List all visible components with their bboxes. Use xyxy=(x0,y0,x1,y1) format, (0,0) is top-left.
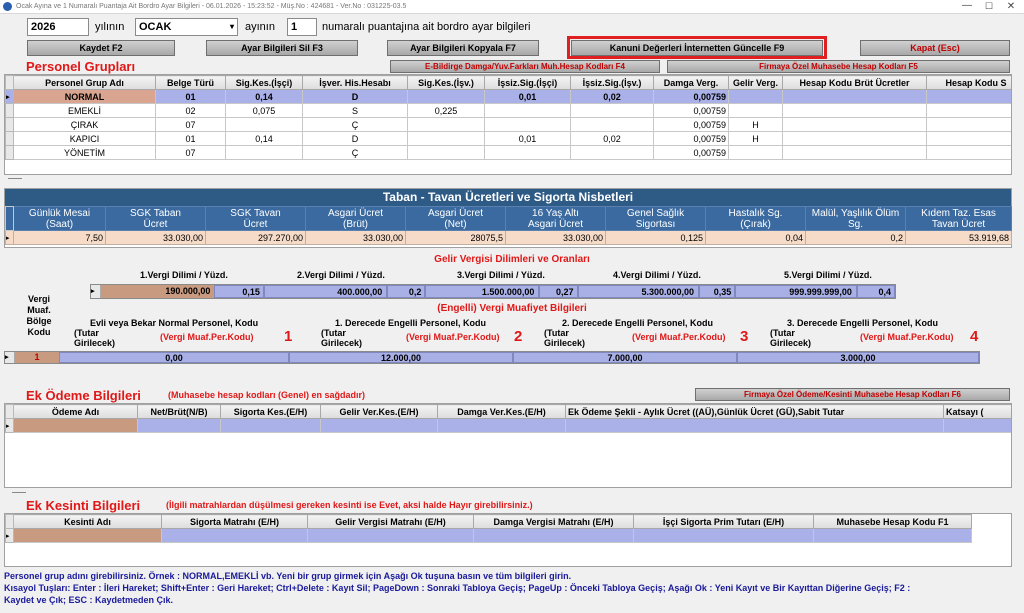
splitter[interactable] xyxy=(12,492,26,493)
table-cell[interactable]: 0,01 xyxy=(485,132,571,146)
table-cell[interactable] xyxy=(226,146,303,160)
muaf-col-label: 2. Derecede Engelli Personel, Kodu xyxy=(562,318,714,328)
row-indicator xyxy=(6,104,14,118)
personel-grid[interactable] xyxy=(4,74,1012,175)
personel-gruplari-title: Personel Grupları xyxy=(26,59,136,74)
table-cell[interactable]: 0,00759 xyxy=(654,118,729,132)
muaf-col-label: Evli veya Bekar Normal Personel, Kodu xyxy=(90,318,259,328)
table-cell[interactable]: H xyxy=(729,118,783,132)
table-cell[interactable] xyxy=(408,90,485,104)
month-value: OCAK xyxy=(139,21,172,33)
taban-col-header xyxy=(14,207,106,231)
table-cell[interactable]: 0,075 xyxy=(226,104,303,118)
grup-adi-cell[interactable]: NORMAL xyxy=(14,90,156,104)
col-header[interactable]: Sig.Kes.(İşv.) xyxy=(408,76,485,90)
table-row[interactable] xyxy=(6,118,1013,132)
muaf-num: 1 xyxy=(284,328,293,345)
gelir-vergisi-title: Gelir Vergisi Dilimleri ve Oranları xyxy=(434,254,590,265)
table-cell[interactable]: Ç xyxy=(303,146,408,160)
table-cell[interactable] xyxy=(308,529,474,543)
table-cell[interactable] xyxy=(226,118,303,132)
header-line: Günlük Mesai xyxy=(28,207,91,219)
table-cell[interactable] xyxy=(927,146,1013,160)
col-header[interactable]: Ödeme Adı xyxy=(14,405,138,419)
col-header[interactable]: Sig.Kes.(İşçi) xyxy=(226,76,303,90)
row-indicator-header xyxy=(6,515,14,529)
ayar-sil-button[interactable]: Ayar Bilgileri Sil F3 xyxy=(206,40,358,56)
table-cell[interactable]: 0,01 xyxy=(485,90,571,104)
muaf-col-label: 1. Derecede Engelli Personel, Kodu xyxy=(335,318,487,328)
taban-tavan-panel xyxy=(4,188,1012,248)
row-pointer-icon: ▸ xyxy=(5,352,15,363)
ek-kesinti-title: Ek Kesinti Bilgileri xyxy=(26,498,141,513)
table-cell[interactable] xyxy=(138,419,221,433)
header-line: (Net) xyxy=(444,218,467,230)
col-header[interactable]: Kesinti Adı xyxy=(14,515,162,529)
table-cell[interactable] xyxy=(783,132,927,146)
year-input[interactable]: 2026 xyxy=(27,18,89,36)
kodu-label: (Vergi Muaf.Per.Kodu) xyxy=(860,332,954,342)
month-label: ayının xyxy=(245,21,275,33)
table-cell[interactable]: Ç xyxy=(303,118,408,132)
table-cell[interactable]: 0,02 xyxy=(571,90,654,104)
dilim-2-value[interactable]: 400.000,00 xyxy=(264,285,387,298)
header-line: (Çırak) xyxy=(740,218,771,230)
header-line: (Brüt) xyxy=(343,218,368,230)
taban-value-cell[interactable]: 0,2 xyxy=(806,231,906,245)
col-header[interactable]: İşsiz.Sig.(İşv.) xyxy=(571,76,654,90)
year-label: yılının xyxy=(95,21,125,33)
col-header[interactable]: Damga Vergisi Matrahı (E/H) xyxy=(474,515,634,529)
table-cell[interactable] xyxy=(408,118,485,132)
table-cell[interactable]: 02 xyxy=(156,104,226,118)
table-cell[interactable] xyxy=(485,104,571,118)
ebildirge-button[interactable]: E-Bildirge Damga/Yuv.Farkları Muh.Hesap Kodları F4 xyxy=(390,60,660,73)
header-line: 16 Yaş Altı xyxy=(532,207,579,219)
taban-value-cell[interactable]: 297.270,00 xyxy=(206,231,306,245)
table-cell[interactable]: 0,00759 xyxy=(654,104,729,118)
puantaj-label: numaralı puantajına ait bordro ayar bilgileri xyxy=(322,21,531,33)
muaf-col-label: 3. Derecede Engelli Personel, Kodu xyxy=(787,318,939,328)
tutar-label: (Tutar Girilecek) xyxy=(74,328,116,348)
ek-kesinti-note: (İlgili matrahlardan düşülmesi gereken kesinti ise Evet, aksi halde Hayır girebilirsiniz.) xyxy=(166,500,533,510)
dilim-label: 4.Vergi Dilimi / Yüzd. xyxy=(613,270,701,280)
dilim-5-value[interactable]: 999.999.999,00 xyxy=(735,285,857,298)
row-pointer-icon: ▸ xyxy=(6,419,14,433)
table-cell[interactable]: 0,00759 xyxy=(654,90,729,104)
window-title: Ocak Ayına ve 1 Numaralı Puantaja Ait Bordro Ayar Bilgileri - 06.01.2026 - 15:23:52 - Müş.No : 424681 - Ver.No : 031225-03.5 xyxy=(16,3,407,10)
table-cell[interactable] xyxy=(438,419,566,433)
muaf-2-value[interactable]: 12.000,00 xyxy=(289,352,513,363)
muaf-num: 2 xyxy=(514,328,523,345)
col-header[interactable]: İşsiz.Sig.(İşçi) xyxy=(485,76,571,90)
taban-tavan-table xyxy=(5,206,1012,245)
table-cell[interactable] xyxy=(571,104,654,118)
table-cell[interactable] xyxy=(221,419,321,433)
col-header[interactable]: Sigorta Kes.(E/H) xyxy=(221,405,321,419)
maximize-icon[interactable]: ☐ xyxy=(984,1,994,11)
col-header[interactable]: Damga Verg. xyxy=(654,76,729,90)
row-indicator xyxy=(6,146,14,160)
taban-col-header xyxy=(206,207,306,231)
muafiyet-title: (Engelli) Vergi Muafiyet Bilgileri xyxy=(437,303,587,314)
table-cell[interactable]: 0,14 xyxy=(226,132,303,146)
col-header[interactable]: Katsayı ( xyxy=(944,405,1013,419)
header-line: Tavan Ücret xyxy=(931,218,986,230)
grup-adi-cell[interactable]: KAPICI xyxy=(14,132,156,146)
tutar-label: (Tutar Girilecek) xyxy=(544,328,586,348)
row-indicator-header xyxy=(6,405,14,419)
header-line: Asgari Ücret xyxy=(427,207,483,219)
taban-col-header xyxy=(606,207,706,231)
col-header[interactable]: Gelir Verg. xyxy=(729,76,783,90)
hint-line-2: Kısayol Tuşları: Enter : İleri Hareket; Shift+Enter : Geri Hareket; Ctrl+Delete : Kayıt Sil; PageDown : Sonraki Tabloya Geçiş; PageUp : Önceki Tabloya Geçiş; Aşağı Ok : Yeni Kayıt ve Bir Kayıttan Diğerine Geçiş; F2 : xyxy=(4,583,911,593)
table-cell[interactable] xyxy=(321,419,438,433)
table-cell[interactable] xyxy=(408,132,485,146)
dilim-label: 1.Vergi Dilimi / Yüzd. xyxy=(140,270,228,280)
dilim-5-yuzde[interactable]: 0,4 xyxy=(857,285,895,298)
muafiyet-headers xyxy=(74,318,979,354)
row-pointer-icon: ▸ xyxy=(6,90,14,104)
close-icon[interactable]: ✕ xyxy=(1006,1,1016,12)
app-icon xyxy=(3,2,12,11)
table-cell[interactable] xyxy=(729,146,783,160)
dilim-label: 3.Vergi Dilimi / Yüzd. xyxy=(457,270,545,280)
table-cell[interactable] xyxy=(566,419,944,433)
table-cell[interactable]: 01 xyxy=(156,132,226,146)
table-row[interactable] xyxy=(6,529,972,543)
table-cell[interactable]: 07 xyxy=(156,146,226,160)
taban-value-cell[interactable]: 0,125 xyxy=(606,231,706,245)
col-header[interactable]: Net/Brüt(N/B) xyxy=(138,405,221,419)
col-header[interactable]: Belge Türü xyxy=(156,76,226,90)
col-header[interactable]: Damga Ver.Kes.(E/H) xyxy=(438,405,566,419)
row-indicator xyxy=(6,118,14,132)
dilim-3-value[interactable]: 1.500.000,00 xyxy=(425,285,539,298)
ek-odeme-title: Ek Ödeme Bilgileri xyxy=(26,388,141,403)
ayar-kopyala-button[interactable]: Ayar Bilgileri Kopyala F7 xyxy=(387,40,539,56)
puantaj-input[interactable]: 1 xyxy=(287,18,317,36)
dilim-label: 2.Vergi Dilimi / Yüzd. xyxy=(297,270,385,280)
header-line: SGK Taban xyxy=(130,207,181,219)
hint-line-1: Personel grup adını girebilirsiniz. Örnek : NORMAL,EMEKLİ vb. Yeni bir grup girmek için Aşağı Ok tuşuna basın ve tüm bilgileri girin. xyxy=(4,571,572,581)
firmaya-ozel-odeme-button[interactable]: Firmaya Özel Ödeme/Kesinti Muhasebe Hesap Kodları F6 xyxy=(695,388,1010,401)
col-header[interactable]: Ek Ödeme Şekli - Aylık Ücret ((AÜ),Günlük Ücret (GÜ),Sabit Tutar xyxy=(566,405,944,419)
table-cell[interactable] xyxy=(927,104,1013,118)
grup-adi-cell[interactable]: ÇIRAK xyxy=(14,118,156,132)
taban-value-cell[interactable]: 33.030,00 xyxy=(106,231,206,245)
table-row[interactable] xyxy=(6,132,1013,146)
header-line: Kıdem Taz. Esas xyxy=(921,207,996,219)
header-line: Sg. xyxy=(847,218,863,230)
ek-odeme-table xyxy=(5,404,1012,433)
hint-line-3: Kaydet ve Çık; ESC : Kaydetmeden Çık. xyxy=(4,595,174,605)
muaf-num: 3 xyxy=(740,328,749,345)
tutar-label: (Tutar Girilecek) xyxy=(770,328,812,348)
gelir-dilim-row[interactable] xyxy=(90,284,896,299)
firmaya-ozel-muhasebe-button[interactable]: Firmaya Özel Muhasebe Hesap Kodları F5 xyxy=(667,60,1010,73)
taban-value-cell[interactable]: 7,50 xyxy=(14,231,106,245)
table-row[interactable] xyxy=(6,419,1013,433)
taban-value-cell[interactable]: 28075,5 xyxy=(406,231,506,245)
table-cell[interactable]: 0,225 xyxy=(408,104,485,118)
col-header[interactable]: Hesap Kodu S xyxy=(927,76,1013,90)
header-line: Malül, Yaşlılık Ölüm xyxy=(811,207,900,219)
table-cell[interactable] xyxy=(485,146,571,160)
taban-col-header xyxy=(406,207,506,231)
table-cell[interactable]: 0,02 xyxy=(571,132,654,146)
dilim-4-value[interactable]: 5.300.000,00 xyxy=(578,285,700,298)
month-select[interactable] xyxy=(135,18,238,36)
table-cell[interactable] xyxy=(485,118,571,132)
table-cell[interactable] xyxy=(14,419,138,433)
taban-col-header xyxy=(906,207,1012,231)
table-cell[interactable] xyxy=(927,90,1013,104)
table-cell[interactable] xyxy=(814,529,972,543)
table-cell[interactable] xyxy=(783,118,927,132)
header-line: (Saat) xyxy=(45,218,74,230)
table-cell[interactable] xyxy=(944,419,1013,433)
window-titlebar xyxy=(0,0,1024,14)
row-indicator xyxy=(6,132,14,146)
muaf-3-value[interactable]: 7.000,00 xyxy=(513,352,737,363)
table-cell[interactable]: H xyxy=(729,132,783,146)
taban-col-header xyxy=(106,207,206,231)
table-cell[interactable]: 0,00759 xyxy=(654,132,729,146)
kodu-label: (Vergi Muaf.Per.Kodu) xyxy=(632,332,726,342)
header-line: Genel Sağlık xyxy=(626,207,685,219)
muaf-1-value[interactable]: 0,00 xyxy=(59,352,289,363)
table-cell[interactable] xyxy=(408,146,485,160)
grup-adi-cell[interactable]: EMEKLİ xyxy=(14,104,156,118)
col-header[interactable]: Muhasebe Hesap Kodu F1 xyxy=(814,515,972,529)
taban-col-header xyxy=(506,207,606,231)
minimize-icon[interactable]: — xyxy=(962,0,972,11)
splitter[interactable] xyxy=(8,178,22,179)
table-cell[interactable] xyxy=(729,104,783,118)
table-cell[interactable] xyxy=(927,118,1013,132)
table-cell[interactable] xyxy=(162,529,308,543)
col-header[interactable]: Hesap Kodu Brüt Ücretler xyxy=(783,76,927,90)
table-cell[interactable] xyxy=(783,90,927,104)
ek-kesinti-grid[interactable] xyxy=(4,513,1012,567)
header-line: Ücret xyxy=(143,218,168,230)
tutar-label: (Tutar Girilecek) xyxy=(321,328,363,348)
col-header[interactable]: İşçi Sigorta Prim Tutarı (E/H) xyxy=(634,515,814,529)
kodu-label: (Vergi Muaf.Per.Kodu) xyxy=(406,332,500,342)
table-cell[interactable]: D xyxy=(303,132,408,146)
table-cell[interactable] xyxy=(729,90,783,104)
taban-value-cell[interactable]: 53.919,68 xyxy=(906,231,1012,245)
table-cell[interactable] xyxy=(783,104,927,118)
dilim-label: 5.Vergi Dilimi / Yüzd. xyxy=(784,270,872,280)
ek-odeme-note: (Muhasebe hesap kodları (Genel) en sağdadır) xyxy=(168,390,366,400)
header-line: Asgari Ücret xyxy=(527,218,583,230)
dilim-4-yuzde[interactable]: 0,35 xyxy=(699,285,735,298)
taban-value-cell[interactable]: 0,04 xyxy=(706,231,806,245)
muafiyet-row[interactable] xyxy=(4,351,980,364)
taban-col-header xyxy=(706,207,806,231)
table-cell[interactable] xyxy=(571,118,654,132)
table-cell[interactable] xyxy=(783,146,927,160)
table-cell[interactable] xyxy=(571,146,654,160)
col-header[interactable]: İşver. His.Hesabı xyxy=(303,76,408,90)
taban-value-cell[interactable]: 33.030,00 xyxy=(306,231,406,245)
table-cell[interactable]: D xyxy=(303,90,408,104)
gelir-dilim-labels xyxy=(120,270,910,282)
chevron-down-icon[interactable]: ▾ xyxy=(229,22,234,31)
header-line: Asgari Ücret xyxy=(327,207,383,219)
taban-tavan-title: Taban - Tavan Ücretleri ve Sigorta Nisbetleri xyxy=(5,189,1011,206)
table-cell[interactable]: 07 xyxy=(156,118,226,132)
row-indicator-header xyxy=(6,207,14,231)
col-header[interactable]: Sigorta Matrahı (E/H) xyxy=(162,515,308,529)
ek-odeme-grid[interactable] xyxy=(4,403,1012,488)
bolge-kodu-value[interactable]: 1 xyxy=(15,352,59,363)
col-header[interactable]: Gelir Ver.Kes.(E/H) xyxy=(321,405,438,419)
header-line: Hastalık Sg. xyxy=(728,207,783,219)
muaf-num: 4 xyxy=(970,328,979,345)
col-header[interactable]: Personel Grup Adı xyxy=(14,76,156,90)
table-cell[interactable]: S xyxy=(303,104,408,118)
grup-adi-cell[interactable]: YÖNETİM xyxy=(14,146,156,160)
kodu-label: (Vergi Muaf.Per.Kodu) xyxy=(160,332,254,342)
row-pointer-icon: ▸ xyxy=(6,529,14,543)
personel-table xyxy=(5,75,1012,160)
muaf-4-value[interactable]: 3.000,00 xyxy=(737,352,979,363)
kanuni-guncelle-button[interactable]: Kanuni Değerleri İnternetten Güncelle F9 xyxy=(571,40,823,56)
table-cell[interactable] xyxy=(474,529,634,543)
dilim-3-yuzde[interactable]: 0,27 xyxy=(539,285,577,298)
table-cell[interactable]: 01 xyxy=(156,90,226,104)
table-cell[interactable] xyxy=(634,529,814,543)
row-pointer-icon: ▸ xyxy=(91,285,101,298)
dilim-2-yuzde[interactable]: 0,2 xyxy=(387,285,425,298)
dilim-1-yuzde[interactable]: 0,15 xyxy=(214,285,264,298)
header-line: Ücret xyxy=(243,218,268,230)
table-cell[interactable] xyxy=(927,132,1013,146)
dilim-1-value[interactable]: 190.000,00 xyxy=(101,285,215,298)
kaydet-button[interactable]: Kaydet F2 xyxy=(27,40,175,56)
kapat-button[interactable]: Kapat (Esc) xyxy=(860,40,1010,56)
table-row[interactable] xyxy=(6,146,1013,160)
col-header[interactable]: Gelir Vergisi Matrahı (E/H) xyxy=(308,515,474,529)
taban-col-header xyxy=(806,207,906,231)
table-cell[interactable] xyxy=(14,529,162,543)
table-cell[interactable]: 0,00759 xyxy=(654,146,729,160)
row-indicator-header xyxy=(6,76,14,90)
table-row[interactable] xyxy=(6,104,1013,118)
table-row[interactable] xyxy=(6,90,1013,104)
row-pointer-icon: ▸ xyxy=(6,231,14,245)
taban-col-header xyxy=(306,207,406,231)
header-line: Sigortası xyxy=(635,218,676,230)
header-line: SGK Tavan xyxy=(230,207,281,219)
bolge-kodu-label: Vergi Muaf. Bölge Kodu xyxy=(26,294,52,337)
taban-value-cell[interactable]: 33.030,00 xyxy=(506,231,606,245)
ek-kesinti-table xyxy=(5,514,972,543)
table-cell[interactable]: 0,14 xyxy=(226,90,303,104)
